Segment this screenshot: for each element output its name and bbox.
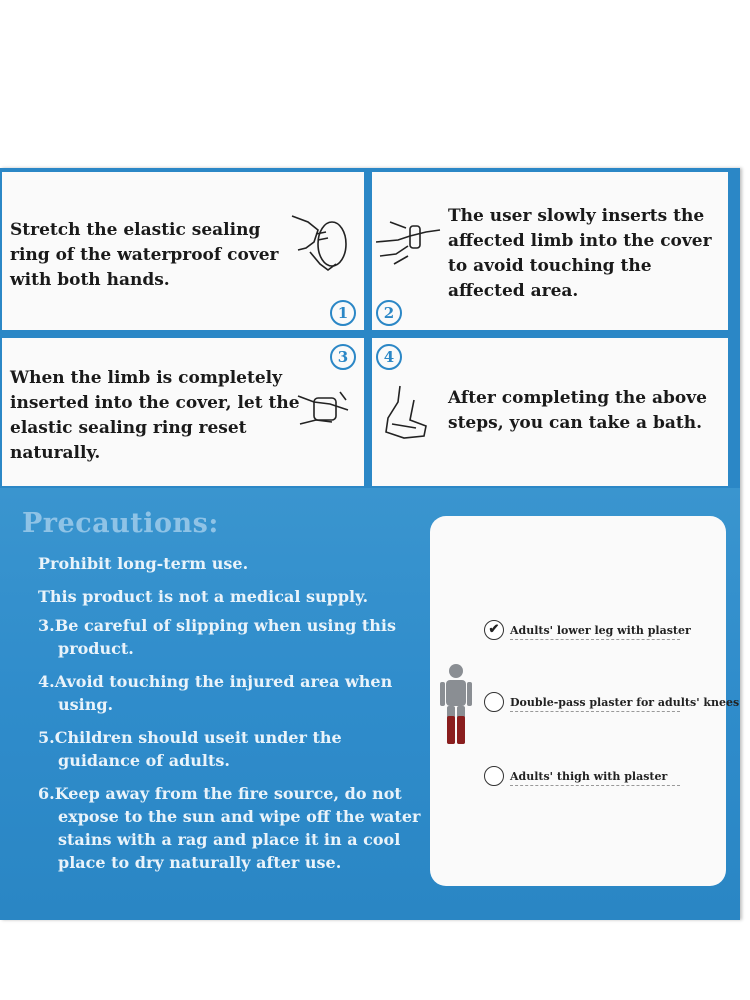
- precaution-item: 5.Children should useit under the guidance of adults.: [38, 728, 342, 770]
- step-3-text: When the limb is completely inserted into the cover, let the elastic sealing ring reset naturally.: [10, 368, 300, 463]
- step-2-number: 2: [376, 300, 402, 326]
- radio-checked-icon[interactable]: ✔: [484, 620, 504, 640]
- step-1-text: Stretch the elastic sealing ring of the waterproof cover with both hands.: [10, 220, 279, 290]
- size-option-label: Adults' thigh with plaster: [510, 770, 668, 783]
- divider: [510, 711, 680, 712]
- ring-resetting-icon: [296, 384, 356, 440]
- radio-unchecked-icon[interactable]: [484, 766, 504, 786]
- limb-inserting-icon: [376, 216, 442, 272]
- size-selection-card: [430, 516, 740, 886]
- step-3-number: 3: [330, 344, 356, 370]
- step-1-panel: [2, 172, 364, 330]
- divider: [510, 785, 680, 786]
- precaution-item: 3.Be careful of slipping when using this product.: [38, 616, 396, 658]
- size-option-label: Adults' lower leg with plaster: [510, 624, 691, 637]
- precaution-item: 4.Avoid touching the injured area when using.: [38, 672, 393, 714]
- size-option-label: Double-pass plaster for adults' knees: [510, 696, 740, 709]
- human-figure-icon: [438, 662, 474, 744]
- step-4-number: 4: [376, 344, 402, 370]
- precautions-list: [38, 552, 428, 884]
- precaution-item: This product is not a medical supply.: [38, 587, 369, 606]
- radio-unchecked-icon[interactable]: [484, 692, 504, 712]
- step-1-number: 1: [330, 300, 356, 326]
- divider: [510, 639, 680, 640]
- arm-in-cover-icon: [380, 384, 436, 440]
- step-4-text: After completing the above steps, you can take a bath.: [448, 388, 707, 433]
- hands-stretching-ring-icon: [288, 212, 354, 276]
- precautions-title: Precautions:: [22, 508, 219, 539]
- step-2-text: The user slowly inserts the affected limb into the cover to avoid touching the affected area.: [448, 206, 712, 301]
- step-4-panel: [372, 338, 728, 486]
- step-3-panel: [2, 338, 364, 486]
- step-2-panel: [372, 172, 728, 330]
- precaution-item: Prohibit long-term use.: [38, 554, 249, 573]
- precaution-item: 6.Keep away from the fire source, do not expose to the sun and wipe off the water stains with a rag and place it in a cool place to dry naturally after use.: [38, 784, 421, 872]
